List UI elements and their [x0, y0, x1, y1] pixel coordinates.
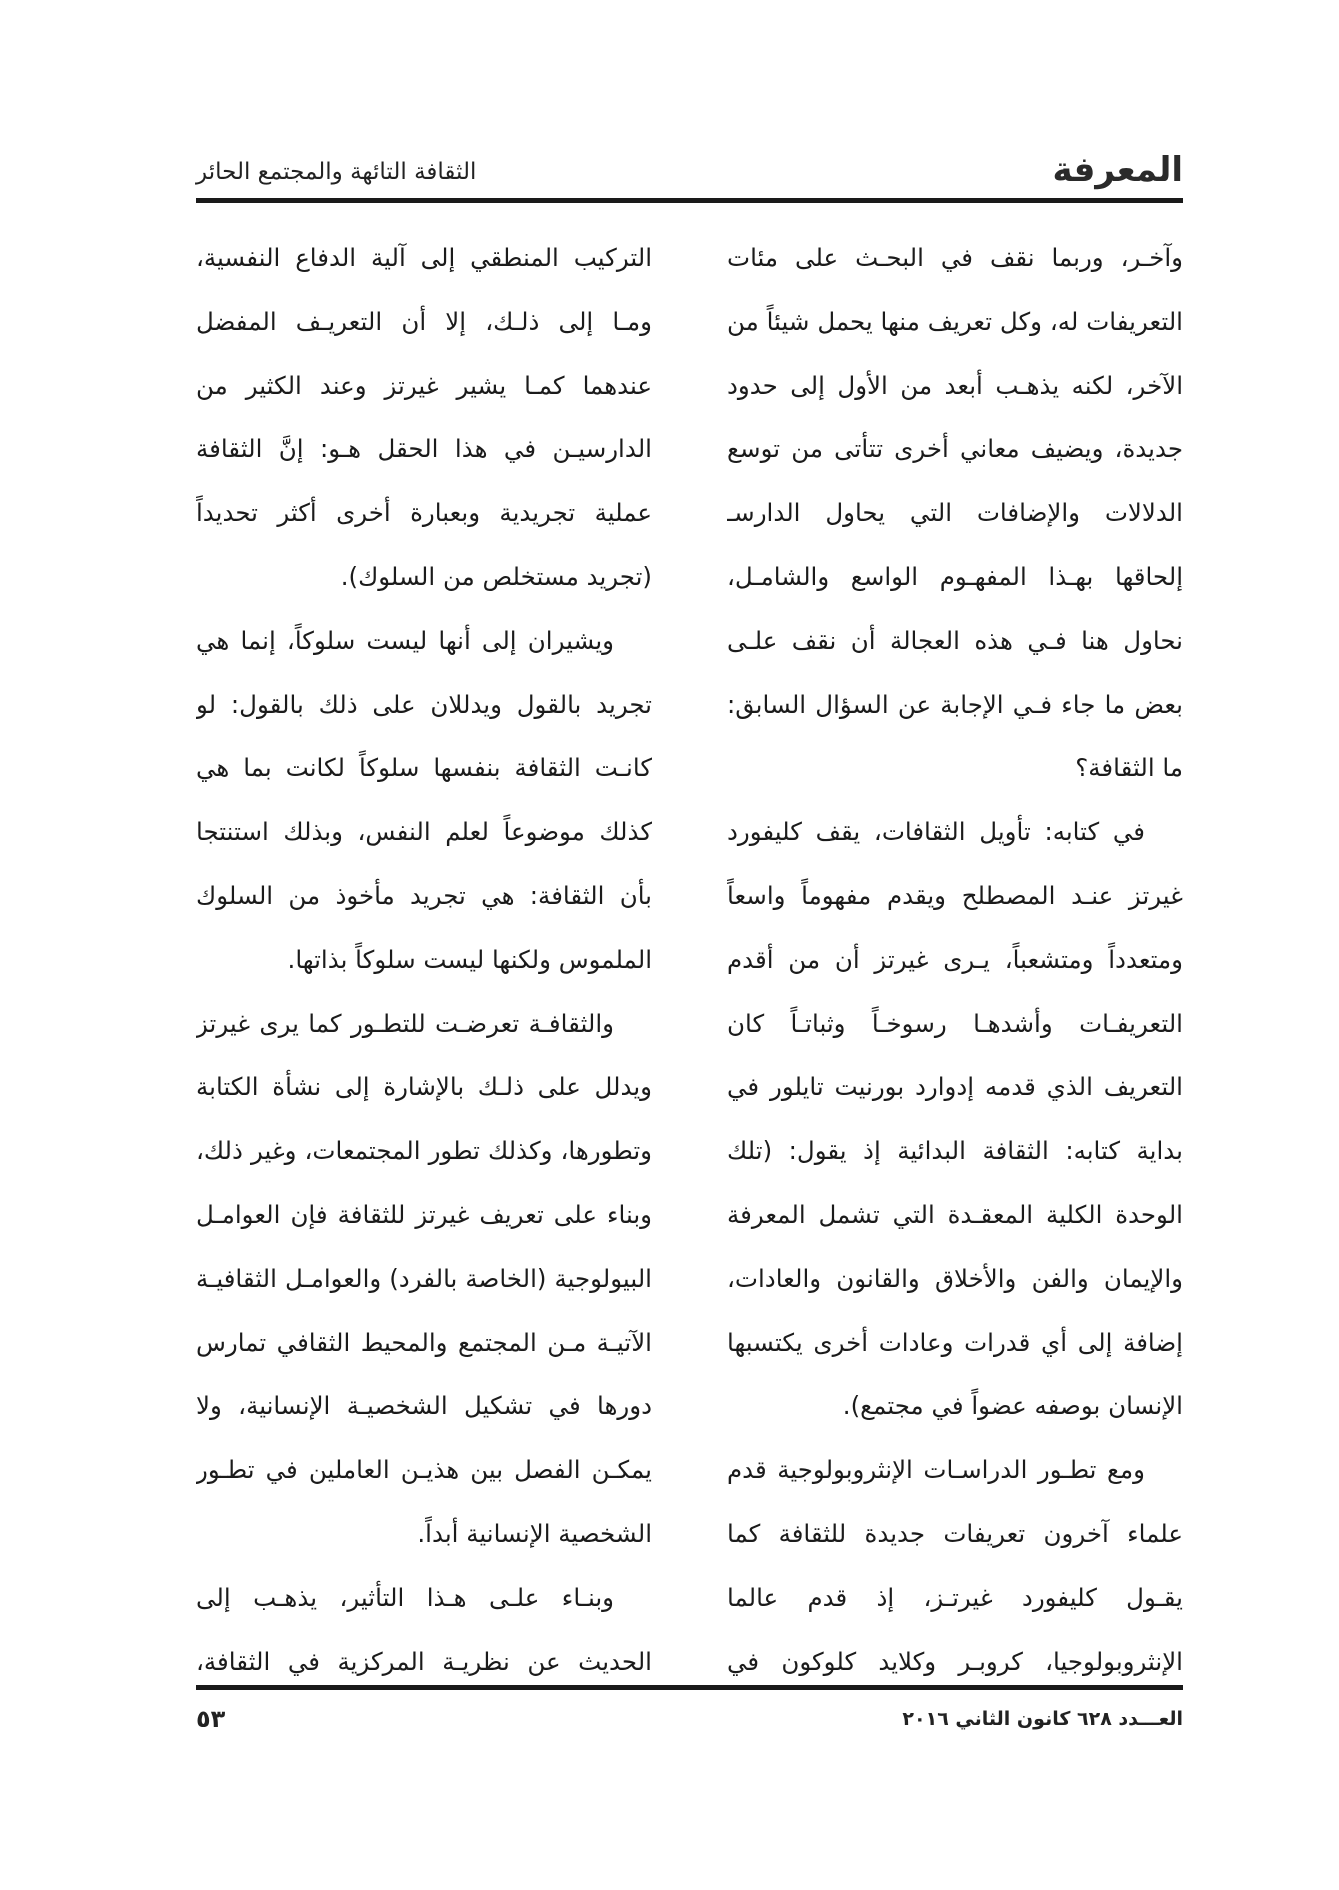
- page-number: ٥٣: [196, 1705, 226, 1733]
- paragraph: والثقافـة تعرضـت للتطـور كما يرى غيرتز ويدلل على ذلـك بالإشارة إلى نشأة الكتابة وتطورها، وكذلك تطور المجتمعات، وغير ذلك، وبناء على تعريف غيرتز للثقافة فإن العوامـل البيولوجية (الخاصة بالفرد) والعوامـل الثقافيـة الآتيـة مـن المجتمع والمحيط الثقافي تمارس دورها في تشكيل الشخصيـة الإنسانية، ولا يمكـن الفصل بين هذيـن العاملين في تطـور الشخصية الإنسانية أبداً.: [196, 1008, 652, 1548]
- footer-rule: [196, 1685, 1183, 1690]
- paragraph: ومع تطـور الدراسـات الإنثروبولوجية قدم علماء آخرون تعريفات جديدة للثقافة كما يقـول كليفورد غيرتـز، إذ قدم عالما الإنثروبولوجيا، كروبـر وكلايد كلوكون في: [727, 1455, 1183, 1676]
- paragraph: وآخـر، وربما نقف في البحـث على مئات التعريفات له، وكل تعريف منها يحمل شيئاً من الآخر، لكنه يذهـب أبعد من الأول إلى حدود جديدة، ويضيف معاني أخرى تتأتى من توسع الدلالات والإضافات التي يحاول الدارسـ إلحاقها بهـذا المفهـوم الواسع والشامـل، نحاول هنا فـي هذه العجالة أن نقف علـى بعض ما جاء فـي الإجابة عن السؤال السابق: ما الثقافة؟: [727, 243, 1183, 783]
- magazine-logo: المعرفة: [1052, 150, 1183, 190]
- running-title: الثقافة التائهة والمجتمع الحائر: [196, 159, 477, 185]
- page-header: [196, 148, 1183, 196]
- page-footer: [196, 1702, 1183, 1742]
- paragraph: التركيب المنطقي إلى آلية الدفاع النفسية، ومـا إلى ذلـك، إلا أن التعريـف المفضل عندهما كمـا يشير غيرتز وعند الكثير من الدارسيـن في هذا الحقل هـو: إنَّ الثقافة عملية تجريدية وبعبارة أخرى أكثر تحديداً (تجريد مستخلص من السلوك).: [196, 243, 652, 591]
- paragraph: ويشيران إلى أنها ليست سلوكاً، إنما هي تجريد بالقول ويدللان على ذلك بالقول: لو كانـت الثقافة بنفسها سلوكاً لكانت بما هي كذلك موضوعاً لعلم النفس، وبذلك استنتجا بأن الثقافة: هي تجريد مأخوذ من السلوك الملموس ولكنها ليست سلوكاً بذاتها.: [196, 625, 652, 974]
- paragraph: وبنـاء علـى هـذا التأثير، يذهـب إلى الحديث عن نظريـة المركزية في الثقافة،: [196, 1582, 652, 1676]
- header-rule: [196, 198, 1183, 203]
- left-column: [196, 226, 652, 1676]
- paragraph: في كتابه: تأويل الثقافات، يقف كليفورد غيرتز عنـد المصطلح ويقدم مفهوماً واسعاً ومتعدداً ومتشعباً، يـرى غيرتز أن من أقدم التعريفـات وأشدهـا رسوخـاً وثباتـاً كان التعريف الذي قدمه إدوارد بورنيت تايلور في بداية كتابه: الثقافة البدائية إذ يقول: (تلك الوحدة الكلية المعقـدة التي تشمل المعرفة والإيمان والفن والأخلاق والقانون والعادات، إضافة إلى أي قدرات وعادات أخرى يكتسبها الإنسان بوصفه عضواً في مجتمع).: [727, 817, 1183, 1421]
- issue-info: العـــدد ٦٢٨ كانون الثاني ٢٠١٦: [902, 1708, 1183, 1730]
- right-column: [727, 226, 1183, 1676]
